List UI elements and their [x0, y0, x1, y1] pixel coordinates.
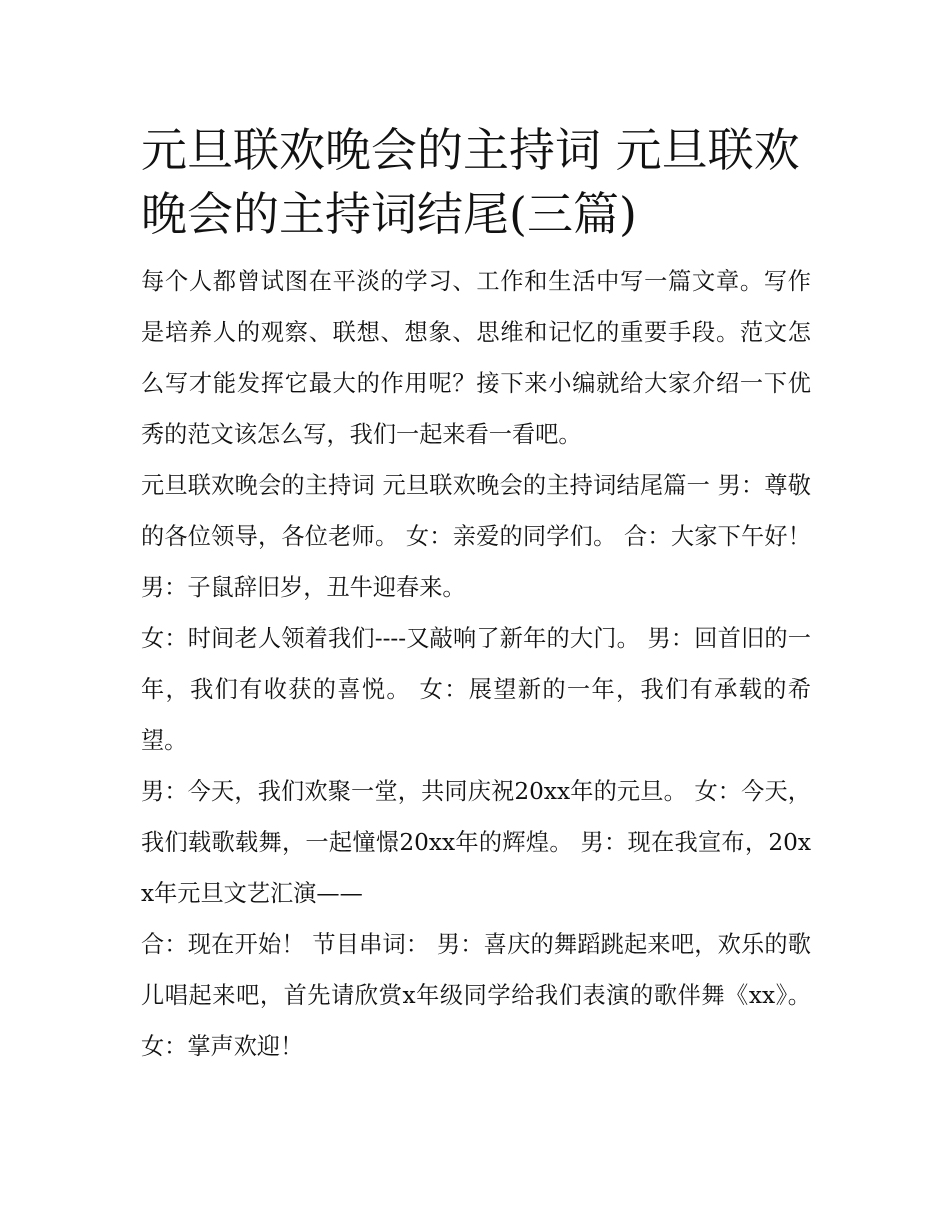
document-title: 元旦联欢晚会的主持词 元旦联欢晚会的主持词结尾(三篇) [141, 123, 800, 241]
document-page [141, 118, 811, 1072]
paragraph-program-start: 合：现在开始！ 节目串词： 男：喜庆的舞蹈跳起来吧，欢乐的歌儿唱起来吧，首先请欣赏x年级同学给我们表演的歌伴舞《xx》。 女：掌声欢迎！ [141, 931, 811, 1060]
paragraph-celebration: 男：今天，我们欢聚一堂，共同庆祝20xx年的元旦。 女：今天，我们载歌载舞，一起憧憬20xx年的辉煌。 男：现在我宣布，20xx年元旦文艺汇演—— [141, 778, 811, 907]
paragraph-new-year-door: 女：时间老人领着我们----又敲响了新年的大门。 男：回首旧的一年，我们有收获的喜悦。 女：展望新的一年，我们有承载的希望。 [141, 625, 811, 754]
paragraph-opening: 元旦联欢晚会的主持词 元旦联欢晚会的主持词结尾篇一 男：尊敬的各位领导，各位老师。 女：亲爱的同学们。 合：大家下午好！ 男：子鼠辞旧岁，丑牛迎春来。 [141, 472, 811, 601]
paragraph-intro: 每个人都曾试图在平淡的学习、工作和生活中写一篇文章。写作是培养人的观察、联想、想象、思维和记忆的重要手段。范文怎么写才能发挥它最大的作用呢？接下来小编就给大家介绍一下优秀的范文该怎么写，我们一起来看一看吧。 [141, 268, 811, 448]
